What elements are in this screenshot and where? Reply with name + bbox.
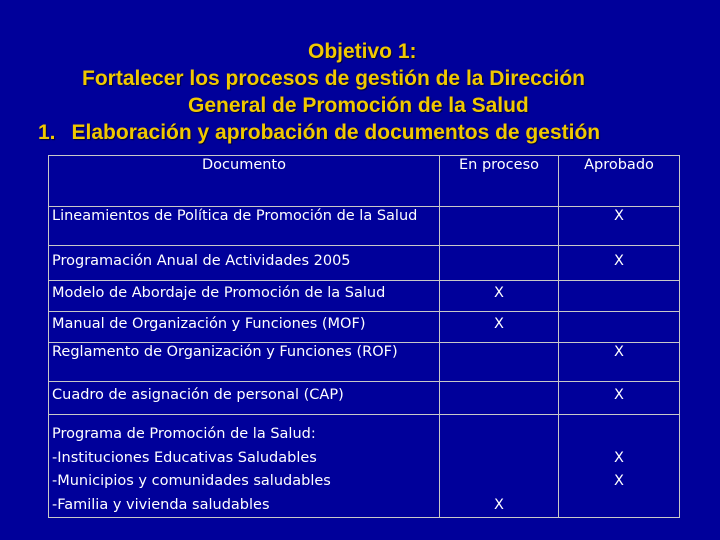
cell-documento: Manual de Organización y Funciones (MOF) [49, 312, 440, 343]
cell-aprobado [559, 312, 680, 343]
cell-documento: Cuadro de asignación de personal (CAP) [49, 382, 440, 415]
objective-heading: Objetivo 1: [308, 40, 417, 63]
cell-en-proceso [440, 246, 559, 281]
cell-aprobado: X [559, 343, 680, 382]
cell-en-proceso [440, 343, 559, 382]
program-title: Programa de Promoción de la Salud: [52, 426, 316, 442]
program-sub-item: -Familia y vivienda saludables [52, 496, 270, 513]
table-row [49, 246, 680, 281]
numbered-item [38, 119, 600, 146]
header-en-proceso: En proceso [440, 156, 559, 207]
program-sub-item: -Instituciones Educativas Saludables [52, 449, 317, 466]
documents-table [48, 155, 680, 518]
table-row [49, 343, 680, 382]
table-row [49, 207, 680, 246]
item-number: 1. [38, 121, 56, 144]
cell-en-proceso: X [440, 312, 559, 343]
cell-aprobado [559, 281, 680, 312]
mark-instituciones-aprobado: X [614, 449, 624, 466]
cell-en-proceso: X [440, 281, 559, 312]
program-sub-item: -Municipios y comunidades saludables [52, 473, 331, 489]
table-row [49, 281, 680, 312]
cell-en-proceso [440, 415, 559, 518]
table-row [49, 312, 680, 343]
cell-aprobado: X [559, 207, 680, 246]
table-row [49, 415, 680, 518]
cell-documento: Programación Anual de Actividades 2005 [49, 246, 440, 281]
cell-aprobado: X [559, 382, 680, 415]
table-row [49, 382, 680, 415]
spacer [562, 423, 676, 447]
header-aprobado: Aprobado [559, 156, 680, 207]
objective-line-1: Fortalecer los procesos de gestión de la Dirección [82, 67, 585, 90]
table-header-row [49, 156, 680, 207]
cell-documento [49, 415, 440, 518]
cell-aprobado: X [559, 246, 680, 281]
cell-documento: Lineamientos de Política de Promoción de la Salud [49, 207, 440, 246]
cell-documento: Modelo de Abordaje de Promoción de la Salud [49, 281, 440, 312]
item-text: Elaboración y aprobación de documentos de gestión [71, 121, 601, 144]
cell-en-proceso [440, 382, 559, 415]
mark-familia-en-proceso: X [494, 496, 504, 513]
objective-line-2: General de Promoción de la Salud [188, 94, 529, 117]
mark-municipios-aprobado: X [614, 473, 624, 489]
cell-aprobado [559, 415, 680, 518]
header-documento: Documento [49, 156, 440, 207]
cell-en-proceso [440, 207, 559, 246]
cell-documento: Reglamento de Organización y Funciones (ROF) [49, 343, 440, 382]
